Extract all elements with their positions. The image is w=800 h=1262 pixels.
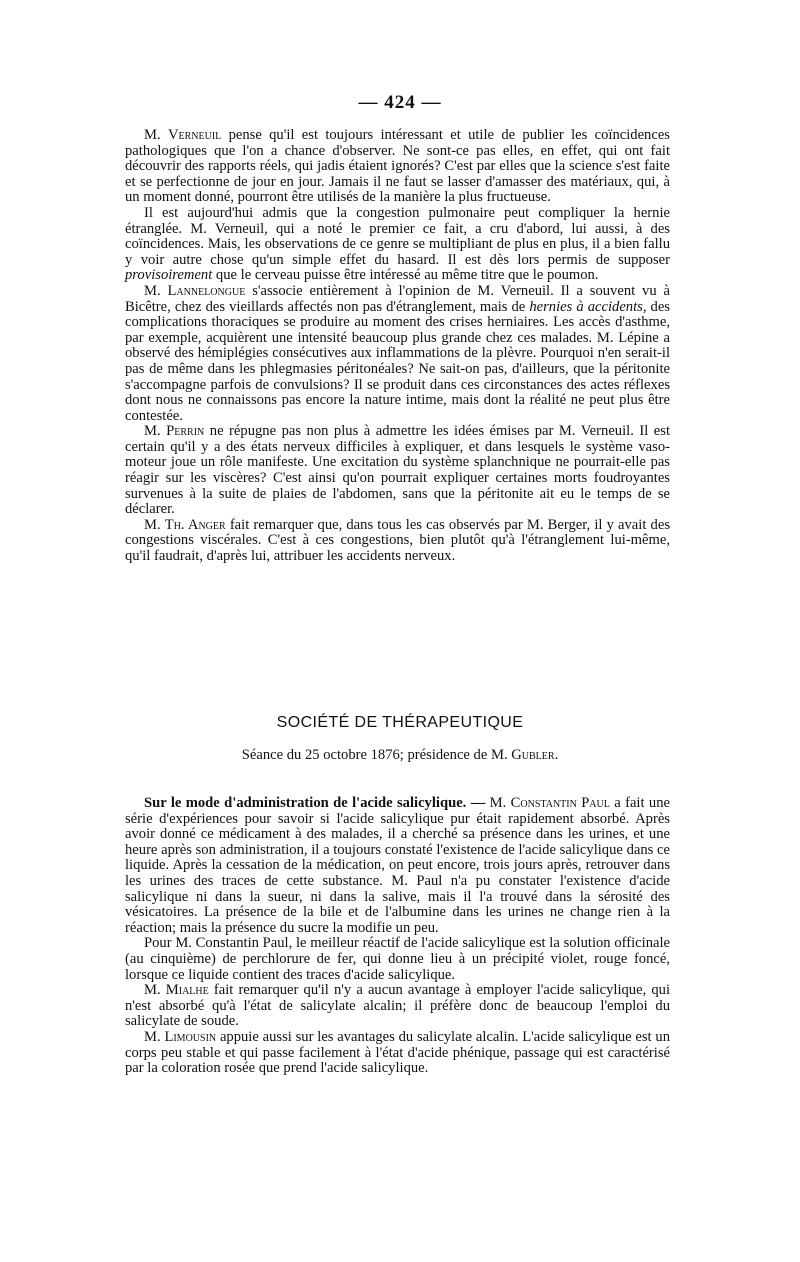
president-name: Gubler: [511, 747, 555, 763]
paragraph: [125, 518, 670, 565]
text-run: M.: [144, 1028, 165, 1045]
text-run: s'associe entièrement à l'opinion de M. Verneuil. Il a souvent vu à Bicêtre, chez des vieillards affectés non pas d'étranglement, mais de: [125, 282, 671, 315]
text-run: Pour M. Constantin Paul, le meilleur réactif de l'acide salicylique est la solution officinale (au cinquième) de perchlorure de fer, qui donne lieu à un précipité violet, rouge foncé, lorsque ce liquide contient des traces d'acide salicylique.: [125, 935, 670, 983]
text-run: Perrin: [166, 423, 205, 440]
paragraph: [125, 796, 670, 936]
text-run: pense qu'il est toujours intéressant et utile de publier les coïncidences pathologiques que l'on a chance d'observer. Ne sont-ce pas elles, en effet, qui ont fait découvrir des rapports réels, qui jadis étaient ignorés? C'est par elles que la science s'est faite et se perfectionne de jour en jour. Jamais il ne faut se lasser d'amasser des matériaux, qui, à un moment donné, pourront être utilisés de la manière la plus fructueuse.: [125, 127, 670, 206]
subject-title: Sur le mode d'administration de l'acide salicylique. —: [144, 795, 486, 811]
section-title: SOCIÉTÉ DE THÉRAPEUTIQUE: [276, 714, 524, 731]
text-run: Lannelongue: [167, 282, 246, 299]
text-run: hernies à accidents: [529, 298, 643, 315]
text-run: fait remarquer que, dans tous les cas observés par M. Berger, il y avait des congestions viscérales. C'est à ces congestions, bien plutôt qu'à l'étranglement lui-même, qu'il faudrait, d'après lui, attribuer les accidents nerveux.: [125, 516, 670, 565]
text-run: , des complications thoraciques se produire au moment des crises herniaires. Les accès d'asthme, par exemple, acquièrent une intensité beaucoup plus grande chez ces malades. M. Lépine a observé des hémiplégies consécutives aux inflammations de la plèvre. Pourquoi n'en serait-il pas de même dans les phlegmasies péritonéales? Ne sait-on pas, d'ailleurs, que la péritonite s'accompagne parfois de convulsions? Il se produit dans ces circonstances des actes réflexes dont nous ne connaissons pas encore la nature intime, mais dont la réalité ne peut plus être contestée.: [125, 298, 670, 424]
text-run: M.: [485, 795, 511, 811]
text-run: Constantin Paul: [510, 795, 610, 811]
text-run: a fait une série d'expériences pour savoir si l'acide salicylique pur était rapidement absorbé. Après avoir donné ce médicament à des malades, il a cherché sa présence dans les urines, et une heure après son administration, il a toujours constaté l'existence de l'acide salicylique dans ce liquide. Après la cessation de la médication, on peut encore, trois jours après, retrouver dans les urines des traces de cette substance. M. Paul n'a pu constater l'existence d'acide salicylique ni dans la sueur, ni dans la salive, mais il l'a trouvé dans la sérosité des vésicatoires. La présence de la bile et de l'albumine dans les urines ne change rien à la réaction; mais la présence du sucre la modifie un peu.: [125, 795, 670, 936]
paragraph: [125, 284, 670, 424]
paragraph: [125, 936, 670, 983]
text-run: que le cerveau puisse être intéressé au même titre que le poumon.: [212, 267, 599, 284]
text-run: Th. Anger: [164, 516, 226, 533]
text-run: appuie aussi sur les avantages du salicylate alcalin. L'acide salicylique est un corps peu stable et qui passe facilement à l'état d'acide phénique, passage qui est caractérisé par la coloration rosée que prend l'acide salicylique.: [125, 1028, 671, 1077]
text-run: provisoirement: [125, 267, 213, 284]
text-run: ne répugne pas non plus à admettre les idées émises par M. Verneuil. Il est certain qu'il y a des états nerveux difficiles à expliquer, et dans lesquels le système vaso-moteur joue un rôle manifeste. Une excitation du système splanchnique ne pourrait-elle pas réagir sur les viscères? C'est ainsi qu'on pourrait expliquer certaines morts foudroyantes survenues à la suite de plaies de l'abdomen, sans que la péritonite ait eu le temps de se déclarer.: [125, 423, 670, 518]
paragraph: [125, 1030, 670, 1077]
paragraph: [125, 128, 670, 206]
text-run: Il est aujourd'hui admis que la congestion pulmonaire peut compliquer la hernie étranglée. M. Verneuil, qui a noté le premier ce fait, a cru d'abord, lui aussi, à des coïncidences. Mais, les observations de ce genre se multipliant de plus en plus, il a bien fallu y voir autre chose qu'un simple effet du hasard. Il est dès lors permis de supposer: [125, 204, 670, 268]
text-run: Verneuil: [167, 127, 222, 143]
page-number: — 424 —: [358, 92, 442, 113]
text-run: Limousin: [164, 1028, 217, 1045]
session-end: .: [554, 747, 559, 763]
text-run: M.: [144, 127, 168, 143]
text-run: M.: [144, 282, 168, 299]
paragraph: [125, 983, 670, 1030]
paragraph: [125, 206, 670, 284]
session-line: [0, 747, 800, 764]
text-run: M.: [144, 516, 165, 533]
text-run: M.: [144, 982, 166, 999]
text-run: Mialhe: [165, 982, 209, 999]
text-run: fait remarquer qu'il n'y a aucun avantage à employer l'acide salicylique, qui n'est absorbé qu'à l'état de salicylate alcalin; il préfère donc de beaucoup l'emploi du salicylate de soude.: [125, 982, 670, 1030]
top-text-block: [125, 128, 670, 565]
paragraph: [125, 424, 670, 518]
bottom-text-block: [125, 796, 670, 1077]
text-run: M.: [144, 423, 167, 440]
session-text: Séance du 25 octobre 1876; présidence de M.: [241, 747, 512, 763]
